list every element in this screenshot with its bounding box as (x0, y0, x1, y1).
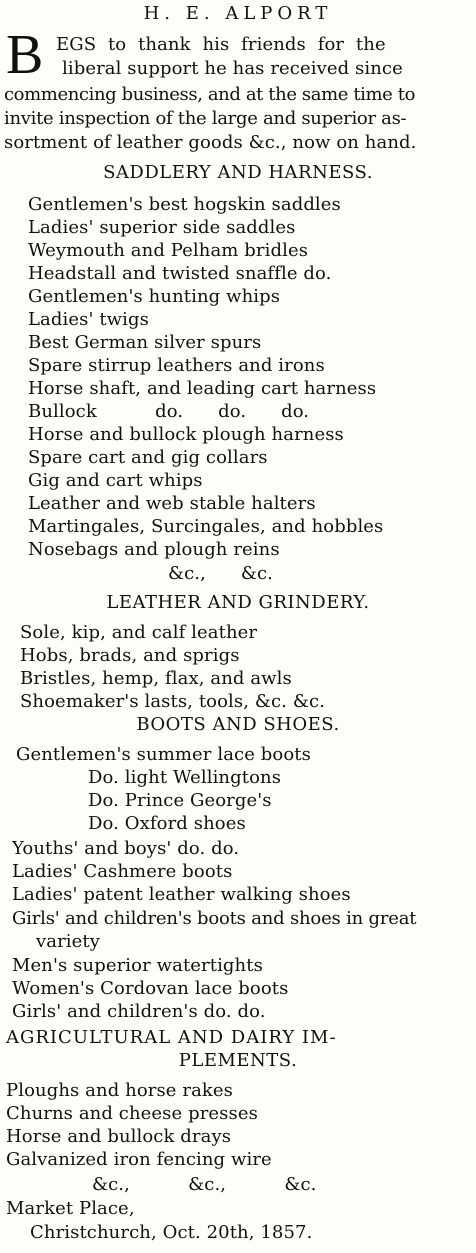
agricultural-item: Churns and cheese presses (6, 1103, 258, 1124)
saddlery-item: Bullock do. do. do. (28, 401, 310, 422)
footer-dateline: Christchurch, Oct. 20th, 1857. (30, 1222, 313, 1243)
boots-item: Girls' and children's boots and shoes in great (12, 908, 417, 929)
agricultural-item: Horse and bullock drays (6, 1126, 232, 1147)
leather-item: Bristles, hemp, flax, and awls (20, 668, 292, 689)
boots-item: Women's Cordovan lace boots (12, 978, 289, 999)
agricultural-item: Ploughs and horse rakes (6, 1080, 234, 1101)
boots-item: Do. Prince George's (88, 790, 272, 811)
section-heading-agricultural: AGRICULTURAL AND DAIRY IM- (6, 1027, 337, 1048)
boots-item: variety (36, 931, 101, 952)
leather-item: Sole, kip, and calf leather (20, 622, 258, 643)
section-heading-agricultural-cont: PLEMENTS. (178, 1050, 298, 1071)
saddlery-item: Best German silver spurs (28, 332, 262, 353)
saddlery-item: Ladies' superior side saddles (28, 217, 296, 238)
intro-line-2: liberal support he has received since (62, 58, 403, 79)
saddlery-item: Horse shaft, and leading cart harness (28, 378, 377, 399)
boots-item: Gentlemen's summer lace boots (16, 744, 311, 765)
intro-line-4: invite inspection of the large and superior as- (4, 108, 407, 129)
boots-item: Ladies' patent leather walking shoes (12, 884, 351, 905)
intro-line-1: EGS to thank his friends for the (56, 34, 386, 55)
leather-item: Hobs, brads, and sprigs (20, 645, 240, 666)
saddlery-item: Nosebags and plough reins (28, 539, 280, 560)
boots-item: Men's superior watertights (12, 955, 263, 976)
intro-line-3: commencing business, and at the same time to (4, 84, 416, 105)
saddlery-item: Gig and cart whips (28, 470, 203, 491)
saddlery-item: Spare stirrup leathers and irons (28, 355, 325, 376)
agricultural-item: &c., &c., &c. (92, 1174, 317, 1195)
saddlery-item: Headstall and twisted snaffle do. (28, 263, 332, 284)
saddlery-item: Weymouth and Pelham bridles (28, 240, 309, 261)
intro-line-5: sortment of leather goods &c., now on hand. (4, 132, 417, 153)
saddlery-item: Leather and web stable halters (28, 493, 316, 514)
section-heading-leather: LEATHER AND GRINDERY. (106, 592, 370, 613)
drop-cap: B (6, 24, 44, 86)
footer-place: Market Place, (6, 1198, 135, 1219)
saddlery-item: Spare cart and gig collars (28, 447, 268, 468)
saddlery-item: Gentlemen's hunting whips (28, 286, 281, 307)
boots-item: Do. light Wellingtons (88, 767, 282, 788)
saddlery-item: Horse and bullock plough harness (28, 424, 344, 445)
advertiser-name: H. E. ALPORT (143, 3, 333, 24)
saddlery-item: &c., &c. (168, 563, 274, 584)
agricultural-item: Galvanized iron fencing wire (6, 1149, 272, 1170)
section-heading-boots: BOOTS AND SHOES. (136, 714, 340, 735)
saddlery-item: Gentlemen's best hogskin saddles (28, 194, 341, 215)
boots-item: Youths' and boys' do. do. (12, 838, 240, 859)
section-heading-saddlery: SADDLERY AND HARNESS. (103, 162, 373, 183)
leather-item: Shoemaker's lasts, tools, &c. &c. (20, 691, 325, 712)
boots-item: Ladies' Cashmere boots (12, 861, 233, 882)
boots-item: Girls' and children's do. do. (12, 1001, 266, 1022)
boots-item: Do. Oxford shoes (88, 813, 246, 834)
saddlery-item: Ladies' twigs (28, 309, 149, 330)
saddlery-item: Martingales, Surcingales, and hobbles (28, 516, 384, 537)
